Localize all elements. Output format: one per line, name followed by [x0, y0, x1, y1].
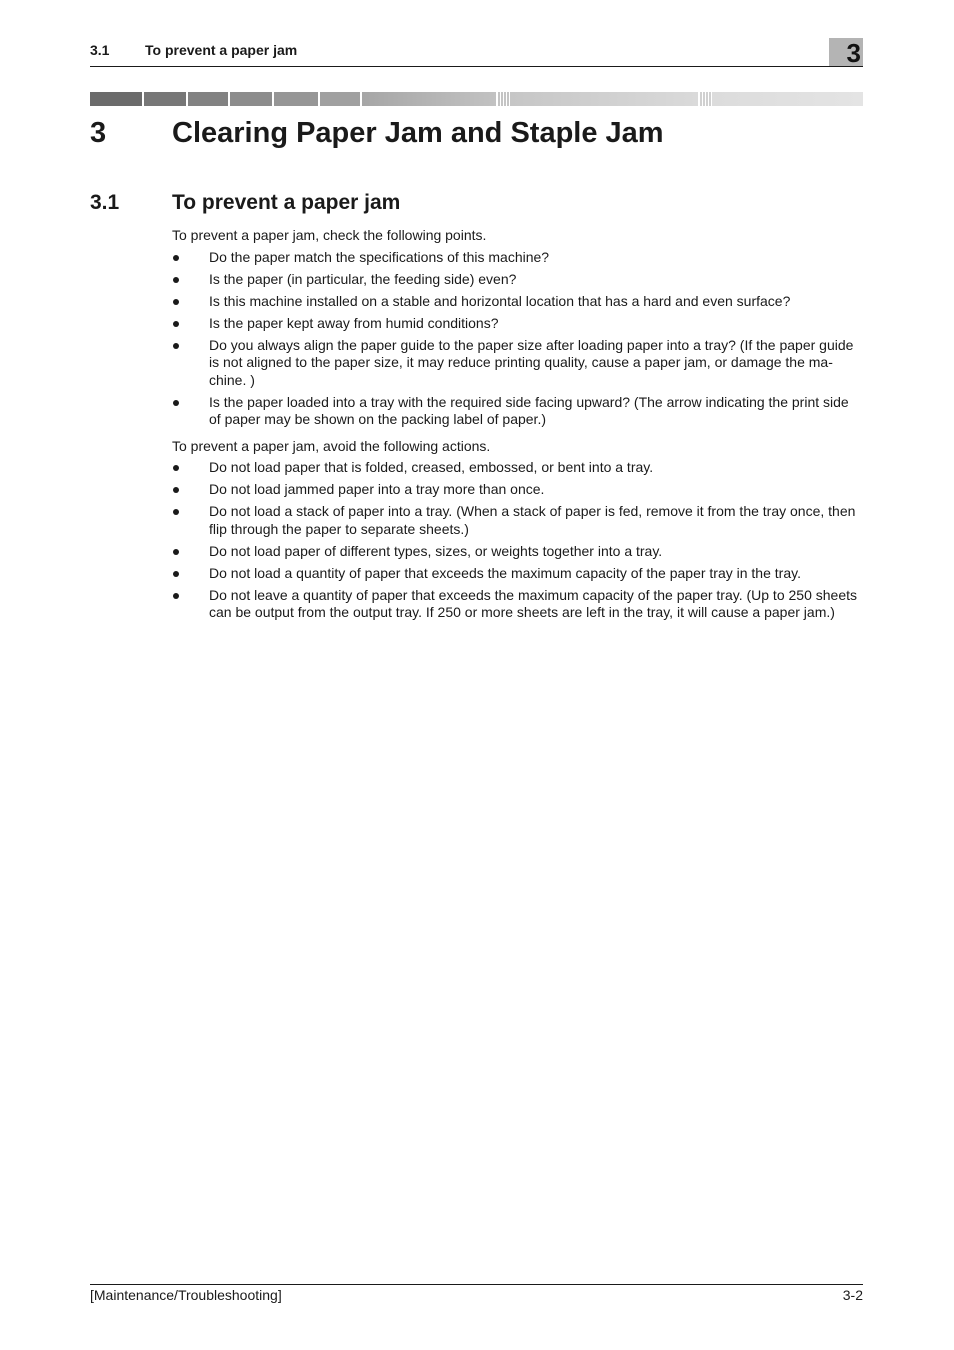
bullet-icon: [173, 400, 179, 406]
section-number: 3.1: [90, 191, 120, 214]
list-item: Do not leave a quantity of paper that exceeds the maximum capacity of the paper tray. (Up to 250 sheets can be output from the output tray. If 250 or more sheets are left in the tray, it will cause a paper jam.): [172, 587, 863, 622]
page-footer: [90, 1284, 863, 1303]
list-item: Do not load paper that is folded, creased, embossed, or bent into a tray.: [172, 459, 863, 477]
section-title-text: To prevent a paper jam: [172, 191, 401, 214]
body-content: [172, 227, 863, 631]
bullet-icon: [173, 321, 179, 327]
list-item: Do not load paper of different types, sizes, or weights together into a tray.: [172, 543, 863, 561]
list-item: Do the paper match the specifications of this machine?: [172, 249, 863, 267]
check-intro: To prevent a paper jam, check the following points.: [172, 227, 487, 243]
bullet-icon: [173, 593, 179, 599]
list-item: Is the paper loaded into a tray with the required side facing upward? (The arrow indicating the print side of paper may be shown on the packing label of paper.): [172, 394, 863, 429]
footer-manual-name: [Maintenance/Troubleshooting]: [90, 1287, 282, 1303]
decorative-gradient-bar: [90, 92, 863, 106]
avoid-list: [172, 459, 863, 622]
bullet-icon: [173, 549, 179, 555]
bullet-icon: [173, 343, 179, 349]
running-header: [90, 40, 863, 67]
bullet-icon: [173, 299, 179, 305]
section-title: [90, 191, 400, 215]
list-item: Do you always align the paper guide to the paper size after loading paper into a tray? (If the paper guide is not aligned to the paper size, it may reduce printing quality, cause a paper jam, or damage the ma-chine. ): [172, 337, 863, 390]
bullet-icon: [173, 487, 179, 493]
list-item: Is the paper (in particular, the feeding side) even?: [172, 271, 863, 289]
list-item: Do not load a stack of paper into a tray. (When a stack of paper is fed, remove it from the tray once, then flip through the paper to separate sheets.): [172, 503, 863, 538]
chapter-tab: 3: [829, 38, 863, 66]
bullet-icon: [173, 509, 179, 515]
chapter-title: [90, 117, 664, 150]
footer-page-number: 3-2: [842, 1287, 863, 1303]
running-header-section-title: To prevent a paper jam: [145, 42, 298, 58]
chapter-title-text: Clearing Paper Jam and Staple Jam: [172, 117, 664, 149]
avoid-intro: To prevent a paper jam, avoid the following actions.: [172, 437, 491, 454]
list-item: Is this machine installed on a stable and horizontal location that has a hard and even surface?: [172, 293, 863, 311]
check-list: [172, 249, 863, 429]
running-header-section-number: 3.1: [90, 42, 110, 58]
bullet-icon: [173, 277, 179, 283]
bullet-icon: [173, 571, 179, 577]
list-item: Do not load a quantity of paper that exceeds the maximum capacity of the paper tray in the tray.: [172, 565, 863, 583]
chapter-number: 3: [90, 117, 107, 149]
list-item: Do not load jammed paper into a tray more than once.: [172, 481, 863, 499]
bullet-icon: [173, 255, 179, 261]
bullet-icon: [173, 465, 179, 471]
list-item: Is the paper kept away from humid conditions?: [172, 315, 863, 333]
